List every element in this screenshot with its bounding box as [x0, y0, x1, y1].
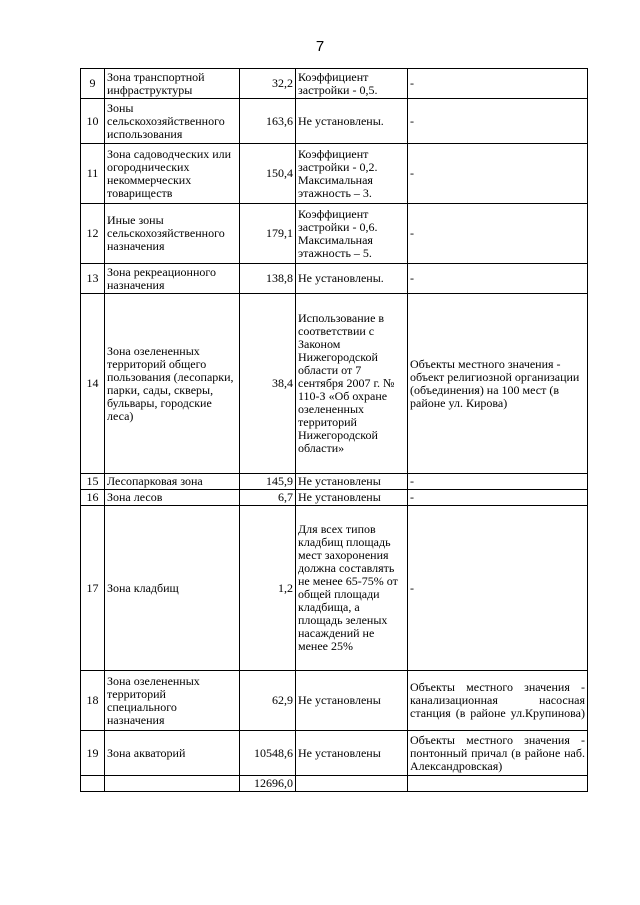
- zone-objects: -: [408, 474, 588, 490]
- zone-name: Зона лесов: [105, 490, 240, 506]
- zone-name: Зона садоводческих или огороднических некоммерческих товариществ: [105, 144, 240, 204]
- table-row: [81, 204, 588, 264]
- total-row: [81, 776, 588, 792]
- zone-name: Зона акваторий: [105, 731, 240, 776]
- zone-objects: -: [408, 490, 588, 506]
- zone-parameters: Не установлены.: [296, 99, 408, 144]
- zone-objects: Объекты местного значения - объект религиозной организации (объединения) на 100 мест (в районе ул. Кирова): [408, 294, 588, 474]
- zone-name: Лесопарковая зона: [105, 474, 240, 490]
- table-row: [81, 474, 588, 490]
- zone-parameters: Использование в соответствии с Законом Нижегородской области от 7 сентября 2007 г. № 110-З «Об охране озелененных территорий Нижегородской области»: [296, 294, 408, 474]
- row-number: 11: [81, 144, 105, 204]
- zone-objects: -: [408, 264, 588, 294]
- total-objects: [408, 776, 588, 792]
- table-row: [81, 69, 588, 99]
- zone-name: Зона озелененных территорий общего пользования (лесопарки, парки, сады, скверы, бульвары, городские леса): [105, 294, 240, 474]
- zone-parameters: Коэффициент застройки - 0,5.: [296, 69, 408, 99]
- zone-name: Зона рекреационного назначения: [105, 264, 240, 294]
- zone-area: 145,9: [240, 474, 296, 490]
- zone-area: 179,1: [240, 204, 296, 264]
- zone-objects: -: [408, 99, 588, 144]
- total-number: [81, 776, 105, 792]
- zone-area: 6,7: [240, 490, 296, 506]
- table-row: [81, 731, 588, 776]
- zone-parameters: Не установлены: [296, 490, 408, 506]
- total-parameters: [296, 776, 408, 792]
- table-row: [81, 506, 588, 671]
- zone-parameters: Не установлены: [296, 671, 408, 731]
- zones-table: [80, 68, 588, 792]
- zone-parameters: Не установлены: [296, 474, 408, 490]
- zone-objects: -: [408, 204, 588, 264]
- table-row: [81, 144, 588, 204]
- row-number: 10: [81, 99, 105, 144]
- row-number: 15: [81, 474, 105, 490]
- table-row: [81, 264, 588, 294]
- zone-objects: -: [408, 144, 588, 204]
- zone-objects: -: [408, 69, 588, 99]
- zone-objects: Объекты местного значения - понтонный причал (в районе наб. Александровская): [408, 731, 588, 776]
- zone-parameters: Для всех типов кладбищ площадь мест захоронения должна составлять не менее 65-75% от общей площади кладбища, а площадь зеленых насаждений не менее 25%: [296, 506, 408, 671]
- row-number: 12: [81, 204, 105, 264]
- row-number: 16: [81, 490, 105, 506]
- zone-area: 150,4: [240, 144, 296, 204]
- zone-parameters: Коэффициент застройки - 0,2. Максимальная этажность – 3.: [296, 144, 408, 204]
- row-number: 9: [81, 69, 105, 99]
- row-number: 13: [81, 264, 105, 294]
- zone-parameters: Коэффициент застройки - 0,6. Максимальная этажность – 5.: [296, 204, 408, 264]
- zone-name: Зоны сельскохозяйственного использования: [105, 99, 240, 144]
- zone-area: 138,8: [240, 264, 296, 294]
- table-row: [81, 294, 588, 474]
- row-number: 14: [81, 294, 105, 474]
- zone-parameters: Не установлены: [296, 731, 408, 776]
- zone-objects: -: [408, 506, 588, 671]
- zone-name: Зона кладбищ: [105, 506, 240, 671]
- zone-name: Иные зоны сельскохозяйственного назначения: [105, 204, 240, 264]
- zone-area: 32,2: [240, 69, 296, 99]
- zone-area: 10548,6: [240, 731, 296, 776]
- table-row: [81, 490, 588, 506]
- zone-name: Зона озелененных территорий специального назначения: [105, 671, 240, 731]
- zone-area: 1,2: [240, 506, 296, 671]
- page-number: 7: [315, 38, 325, 55]
- total-area: 12696,0: [240, 776, 296, 792]
- zone-area: 163,6: [240, 99, 296, 144]
- zone-objects: Объекты местного значения - канализационная насосная станция (в районе ул.Крупинова): [408, 671, 588, 731]
- zone-area: 38,4: [240, 294, 296, 474]
- zone-area: 62,9: [240, 671, 296, 731]
- table-row: [81, 99, 588, 144]
- row-number: 17: [81, 506, 105, 671]
- total-name: [105, 776, 240, 792]
- zone-parameters: Не установлены.: [296, 264, 408, 294]
- row-number: 19: [81, 731, 105, 776]
- table-row: [81, 671, 588, 731]
- row-number: 18: [81, 671, 105, 731]
- zone-name: Зона транспортной инфраструктуры: [105, 69, 240, 99]
